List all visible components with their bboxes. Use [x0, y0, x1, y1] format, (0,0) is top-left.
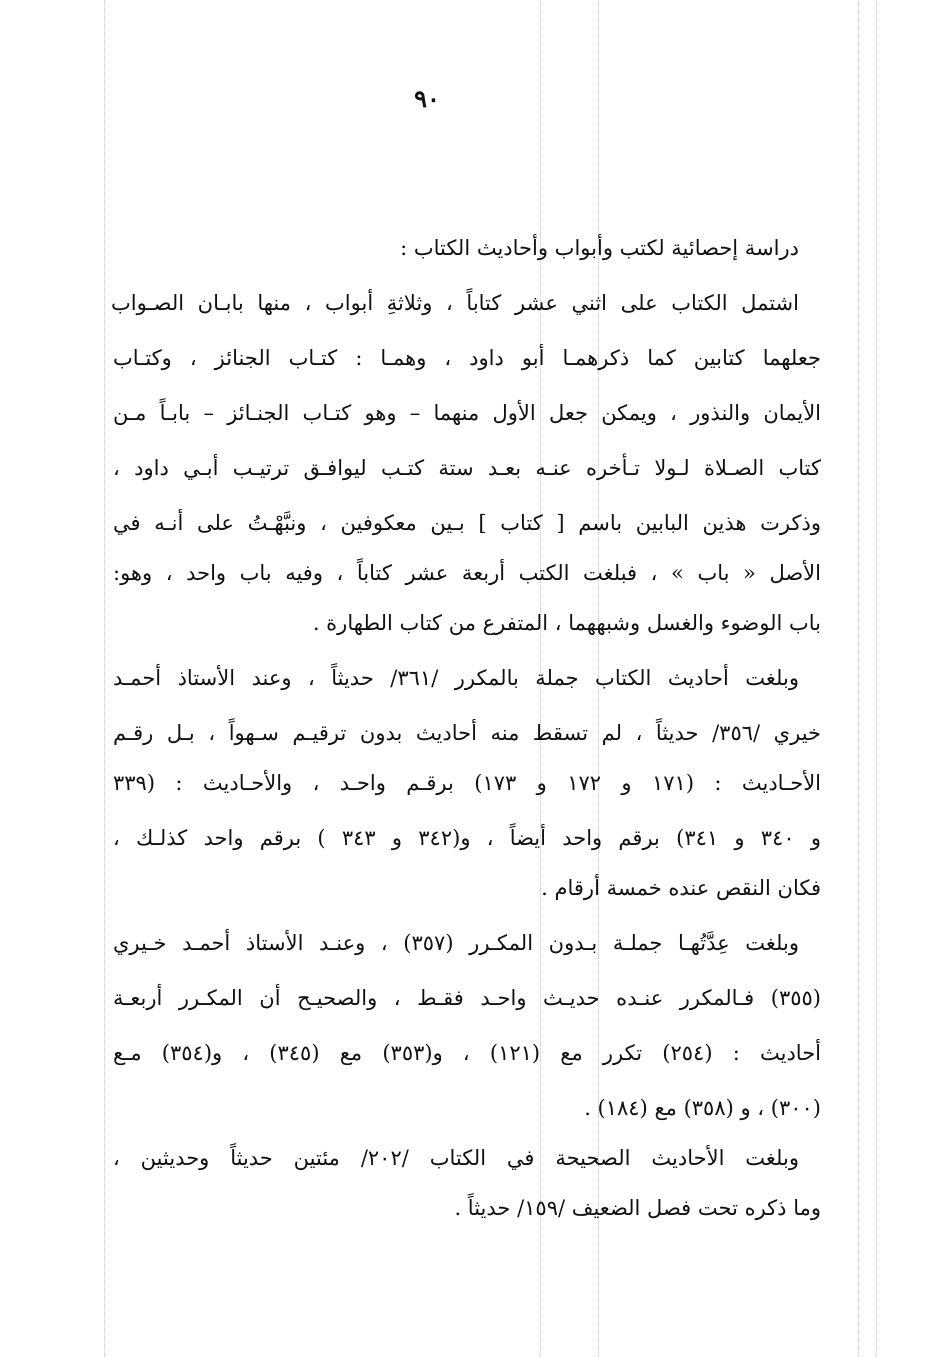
paragraph-line: أحاديث : (٢٥٤) تكرر مع (١٢١) ، و(٣٥٣) مع (٣٤٥) ، و(٣٥٤) مـع	[113, 1041, 821, 1065]
scan-artifact-line	[104, 0, 105, 1357]
paragraph-line: خيري /٣٥٦/ حديثاً ، لم تسقط منه أحاديث بدون ترقيـم سـهواً ، بـل رقـم	[113, 721, 821, 745]
scan-artifact-line	[858, 0, 859, 1357]
paragraph-line: الأحـاديث : (١٧١ و ١٧٢ و ١٧٣) برقـم واحـد ، والأحـاديث : (٣٣٩	[113, 771, 821, 795]
paragraph-line: وما ذكره تحت فصل الضعيف /١٥٩/ حديثاً .	[454, 1196, 821, 1220]
paragraph-line: الأيمان والنذور ، ويمكن جعل الأول منهما – وهو كتـاب الجنـائز – بابـاً مـن	[113, 401, 821, 425]
paragraph-line: (٣٥٥) فـالمكرر عنـده حديـث واحـد فقـط ، والصحيـح أن المكـرر أربعـة	[113, 986, 821, 1010]
paragraph-line: جعلهما كتابين كما ذكرهمـا أبو داود ، وهمـا : كتـاب الجنائز ، وكتـاب	[113, 346, 821, 370]
paragraph-line: فكان النقص عنده خمسة أرقام .	[541, 876, 821, 900]
paragraph-line: وذكرت هذين البابين باسم [ كتاب ] بـين معكوفين ، ونبَّهْـتُ على أنـه في	[113, 511, 821, 535]
paragraph-line: و ٣٤٠ و ٣٤١) برقم واحد أيضاً ، و(٣٤٢ و ٣٤٣ ) برقم واحد كذلـك ،	[113, 826, 821, 850]
paragraph-line: وبلغت أحاديث الكتاب جملة بالمكرر /٣٦١/ حديثاً ، وعند الأستاذ أحمـد	[113, 666, 799, 690]
scan-artifact-line	[876, 0, 877, 1357]
paragraph-line: اشتمل الكتاب على اثني عشر كتاباً ، وثلاثةِ أبواب ، منها بابـان الصـواب	[111, 291, 799, 315]
page-number: ٩٠	[414, 84, 440, 113]
section-heading: دراسة إحصائية لكتب وأبواب وأحاديث الكتاب :	[400, 236, 799, 260]
paragraph-line: كتاب الصـلاة لـولا تـأخره عنـه بعـد ستة كتـب ليوافـق ترتيـب أبـي داود ،	[113, 456, 821, 480]
paragraph-line: باب الوضوء والغسل وشبههما ، المتفرع من كتاب الطهارة .	[312, 611, 821, 635]
paragraph-line: (٣٠٠) ، و (٣٥٨) مع (١٨٤) .	[584, 1096, 821, 1120]
paragraph-line: الأصل « باب » ، فبلغت الكتب أربعة عشر كتاباً ، وفيه باب واحد ، وهو:	[113, 561, 821, 585]
paragraph-line: وبلغت عِدَّتُهـا جملـة بـدون المكـرر (٣٥٧) ، وعنـد الأستاذ أحمـد خـيري	[113, 931, 799, 955]
paragraph-line: وبلغت الأحاديث الصحيحة في الكتاب /٢٠٢/ مئتين حديثاً وحديثين ،	[113, 1146, 799, 1170]
